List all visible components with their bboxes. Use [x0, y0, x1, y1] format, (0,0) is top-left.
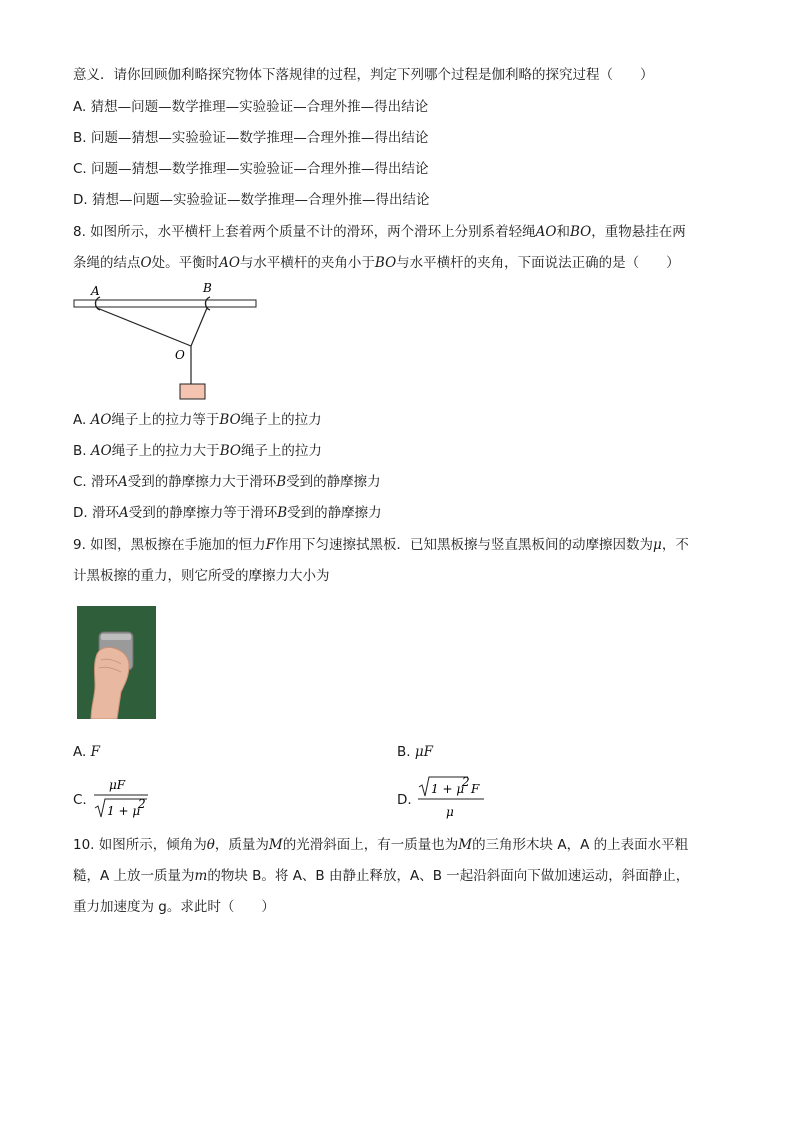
q8-option-c[interactable]: C. 滑环A受到的静摩擦力大于滑环B受到的静摩擦力 [73, 474, 381, 490]
denominator-mu: μ [446, 805, 454, 819]
q8-option-d[interactable]: D. 滑环A受到的静摩擦力等于滑环B受到的静摩擦力 [73, 505, 382, 521]
sqrt-body: 1 + μ [107, 804, 141, 818]
q8-stem-line1: 8. 如图所示，水平横杆上套着两个质量不计的滑环，两个滑环上分别系着轻绳AO和BO，重物悬挂在两 [73, 224, 686, 240]
q10-stem-line2: 糙，A 上放一质量为m的物块 B。将 A、B 由静止释放，A、B 一起沿斜面向下做加速运动，斜面静止， [73, 868, 690, 884]
q9-option-b[interactable]: B. μF [397, 744, 433, 760]
horizontal-rod [74, 300, 256, 307]
q7-option-d[interactable]: D. 猜想—问题—实验验证—数学推理—合理外推—得出结论 [73, 192, 430, 208]
q8-figure [70, 280, 270, 402]
q8-option-a[interactable]: A. AO绳子上的拉力等于BO绳子上的拉力 [73, 412, 322, 428]
label-o: O [175, 348, 185, 362]
blackboard-eraser-photo [77, 606, 156, 719]
q7-option-a[interactable]: A. 猜想—问题—数学推理—实验验证—合理外推—得出结论 [73, 99, 429, 115]
q8-stem-line2: 条绳的结点O处。平衡时AO与水平横杆的夹角小于BO与水平横杆的夹角，下面说法正确的是（ ） [73, 255, 680, 271]
sqrt-body: 1 + μ [431, 782, 465, 796]
numerator-f: F [471, 782, 480, 796]
numerator-muf: μF [109, 778, 126, 792]
q9-option-d-label[interactable]: D. [397, 792, 412, 808]
label-b: B [203, 281, 212, 295]
q7-option-b[interactable]: B. 问题—猜想—实验验证—数学推理—合理外推—得出结论 [73, 130, 429, 146]
q9-option-c-label[interactable]: C. [73, 792, 87, 808]
superscript-2: 2 [138, 797, 146, 811]
superscript-2: 2 [462, 775, 470, 789]
rope-bo [191, 308, 207, 346]
rope-ao [97, 308, 191, 346]
q7-option-c[interactable]: C. 问题—猜想—数学推理—实验验证—合理外推—得出结论 [73, 161, 429, 177]
q8-option-b[interactable]: B. AO绳子上的拉力大于BO绳子上的拉力 [73, 443, 322, 459]
q10-stem-line1: 10. 如图所示，倾角为θ，质量为M的光滑斜面上，有一质量也为M的三角形木块 A，A 的上表面水平粗 [73, 837, 689, 853]
q9-option-c-formula[interactable] [92, 775, 152, 823]
label-a: A [91, 284, 100, 298]
q9-stem-line1: 9. 如图，黑板擦在手施加的恒力F作用下匀速擦拭黑板．已知黑板擦与竖直黑板间的动摩擦因数为μ，不 [73, 537, 689, 553]
q7-stem: 意义．请你回顾伽利略探究物体下落规律的过程，判定下列哪个过程是伽利略的探究过程（ ） [73, 67, 654, 83]
q9-stem-line2: 计黑板擦的重力，则它所受的摩擦力大小为 [73, 568, 330, 584]
q9-option-a[interactable]: A. F [73, 744, 100, 760]
hanging-weight [180, 384, 205, 399]
q10-stem-line3: 重力加速度为 g。求此时（ ） [73, 899, 275, 915]
q9-option-d-formula[interactable] [416, 775, 488, 823]
